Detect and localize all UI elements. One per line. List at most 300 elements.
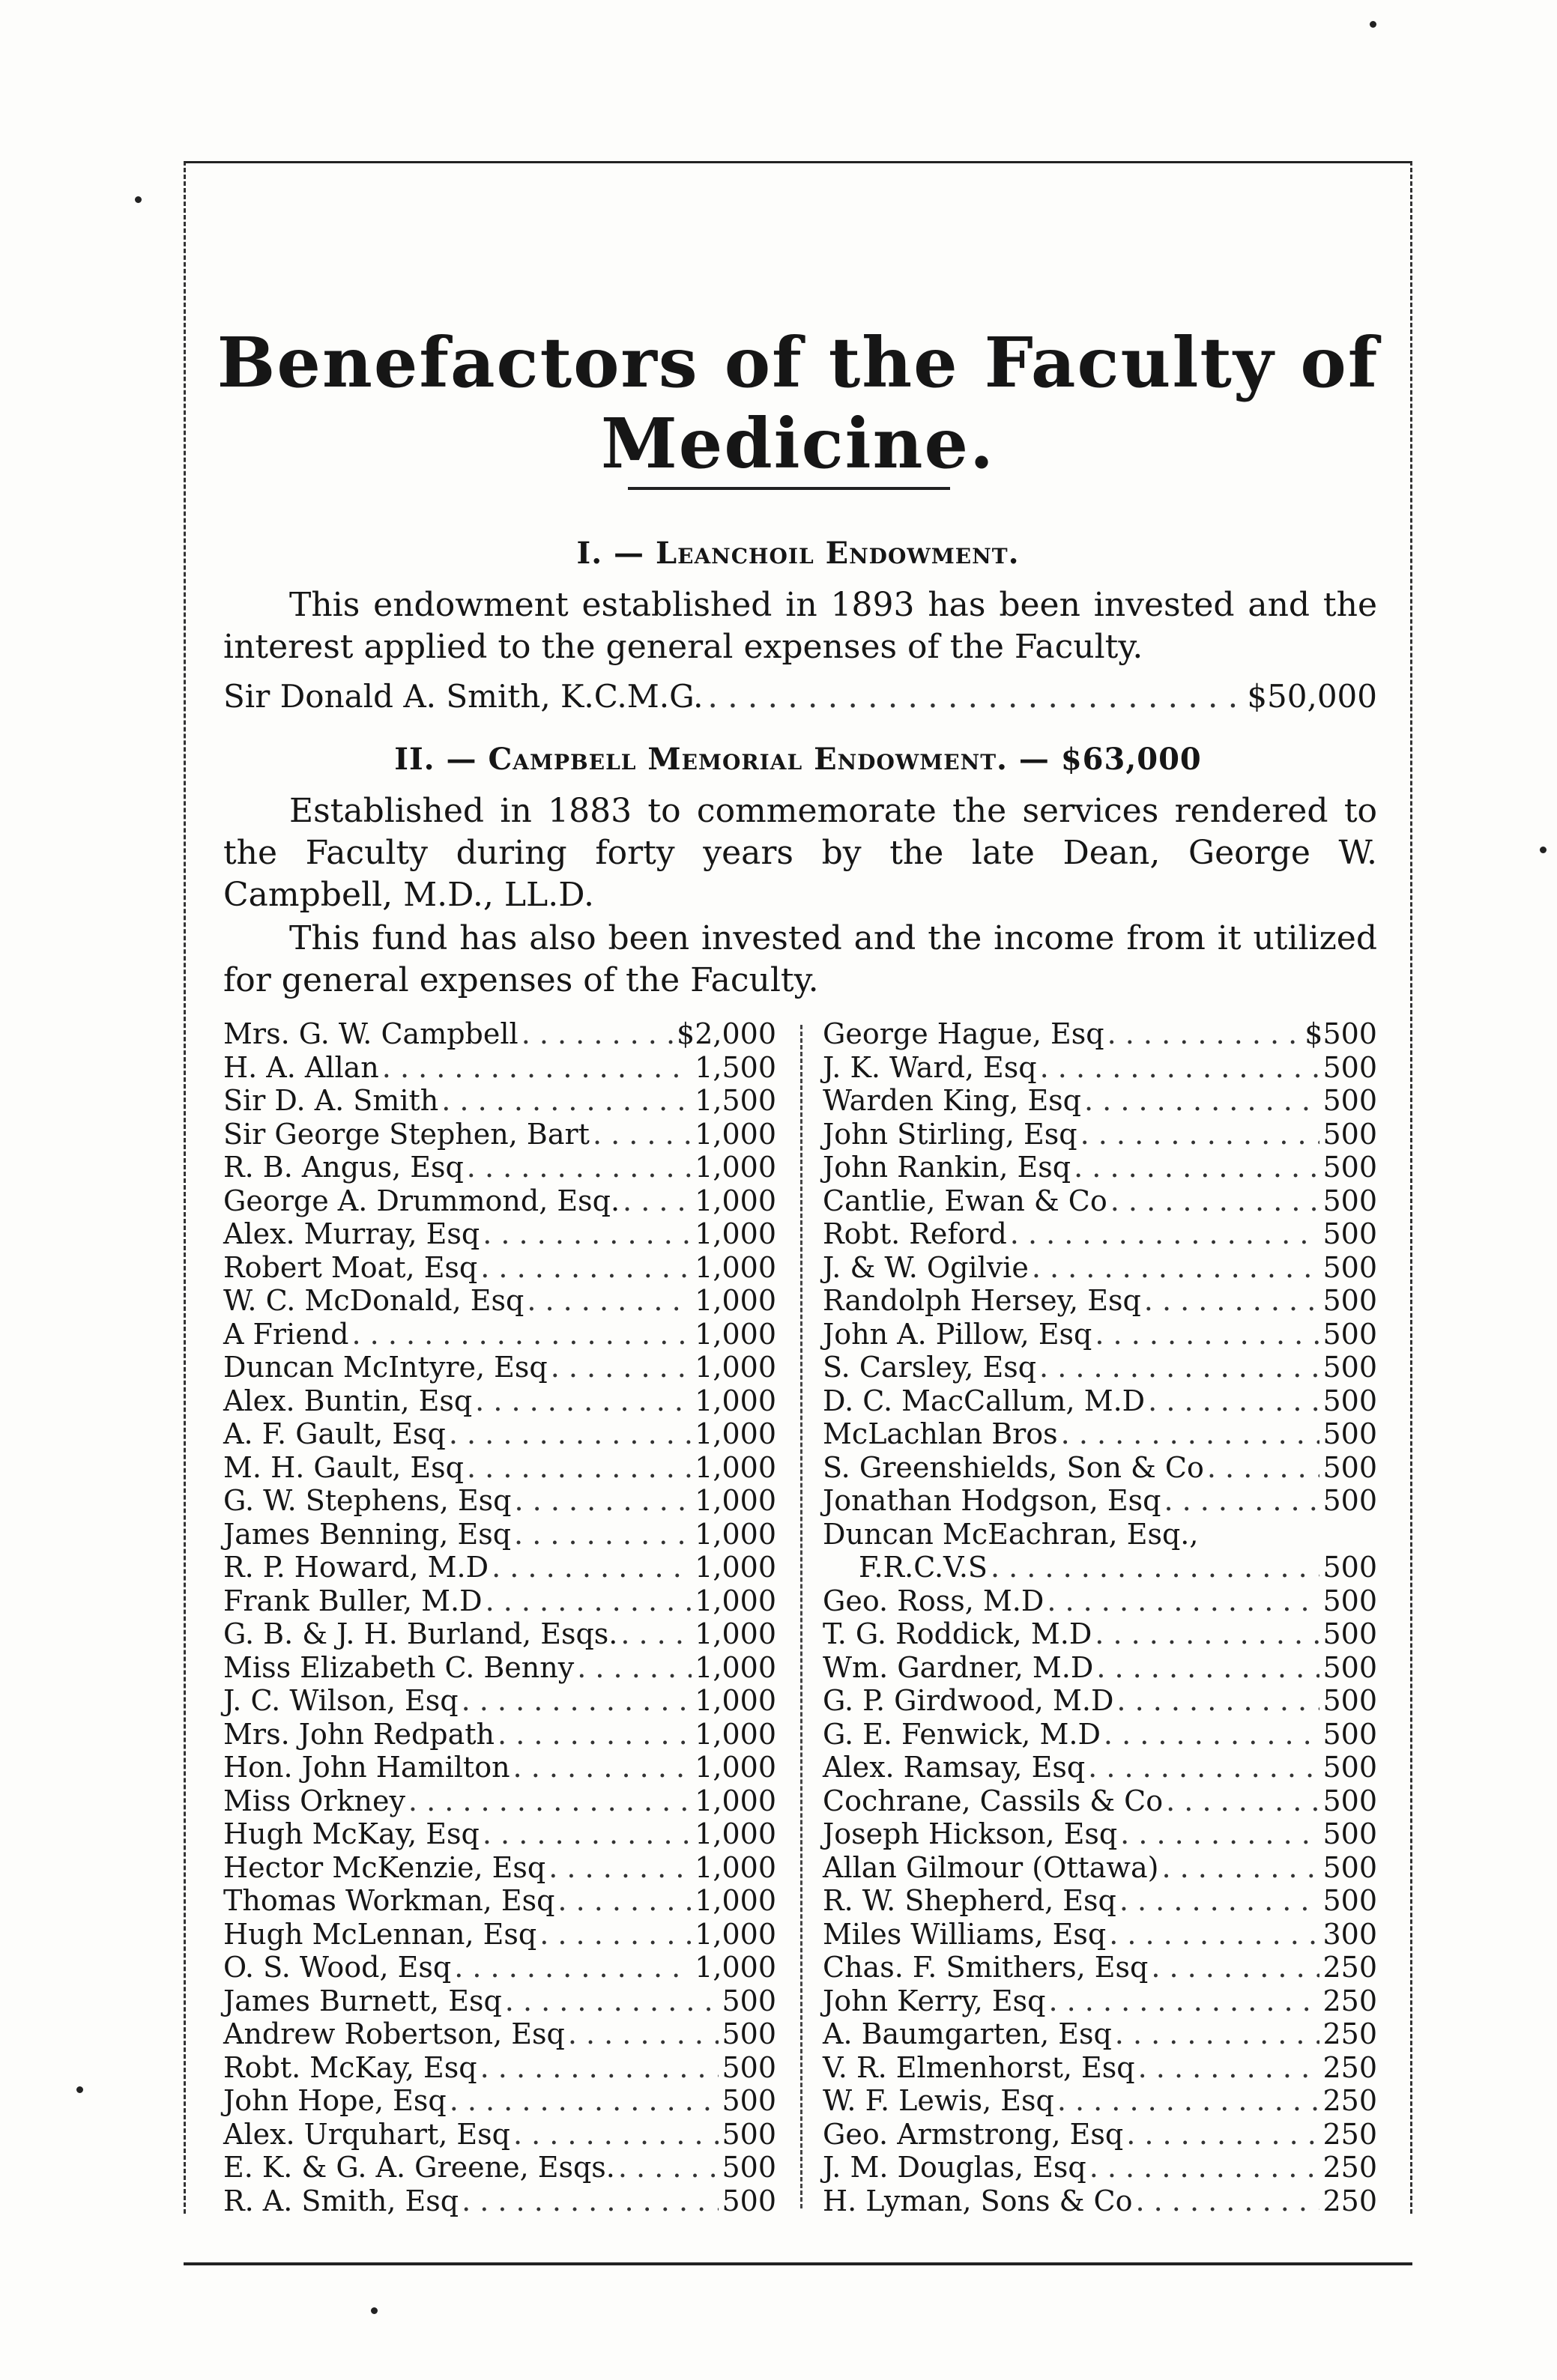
donor-row — [223, 1584, 776, 1618]
leader-dots — [521, 1017, 674, 1050]
leader-dots — [1061, 1417, 1320, 1450]
donor-row — [223, 1684, 776, 1718]
donor-amount: 250 — [1322, 1951, 1377, 1984]
leader-dots — [513, 2118, 719, 2151]
donor-name: Chas. F. Smithers, Esq — [823, 1951, 1149, 1984]
donor-amount: 500 — [1322, 1151, 1377, 1184]
donor-amount: 1,500 — [695, 1084, 776, 1117]
donor-name: Thomas Workman, Esq — [223, 1884, 555, 1917]
donor-name: Hector McKenzie, Esq — [223, 1850, 546, 1884]
leader-dots — [1126, 2118, 1319, 2151]
donor-name: Joseph Hickson, Esq — [823, 1817, 1118, 1850]
donor-row — [823, 1951, 1377, 1984]
print-speck — [135, 196, 142, 203]
leader-dots — [1088, 1751, 1319, 1784]
donor-row — [223, 1151, 776, 1184]
donor-row — [823, 1817, 1377, 1851]
donor-name: J. K. Ward, Esq — [823, 1050, 1037, 1084]
donor-row — [223, 2084, 776, 2118]
donor-amount: 500 — [1322, 1384, 1377, 1417]
donor-name: Allan Gilmour (Ottawa) — [823, 1850, 1159, 1884]
print-speck — [76, 2086, 83, 2093]
leader-dots — [1115, 2017, 1320, 2050]
donor-name: Randolph Hersey, Esq — [823, 1284, 1141, 1317]
donor-amount: 300 — [1322, 1917, 1377, 1951]
donor-row — [823, 1551, 1377, 1584]
donor-amount: 500 — [1322, 1417, 1377, 1450]
donor-amount: 1,000 — [695, 1250, 776, 1284]
donor-name: Cantlie, Ewan & Co — [823, 1184, 1107, 1217]
leader-dots — [620, 1617, 692, 1650]
leader-dots — [408, 1784, 692, 1817]
leader-dots — [1095, 1318, 1319, 1351]
donor-row — [823, 1184, 1377, 1218]
donor-row — [823, 1718, 1377, 1751]
donor-row — [823, 2118, 1377, 2152]
donor-row — [223, 1784, 776, 1818]
donor-row — [823, 1684, 1377, 1718]
donor-name: G. B. & J. H. Burland, Esqs. — [223, 1617, 618, 1650]
donor-amount: 500 — [1322, 1084, 1377, 1117]
donor-amount: 500 — [722, 2184, 776, 2217]
donor-name: S. Carsley, Esq — [823, 1351, 1037, 1384]
donor-amount: 1,000 — [695, 1684, 776, 1717]
donor-amount: 1,000 — [695, 1951, 776, 1984]
donor-row — [223, 1851, 776, 1885]
donor-amount: 1,000 — [695, 1617, 776, 1650]
leader-dots — [618, 2151, 719, 2184]
donor-name: R. B. Angus, Esq — [223, 1151, 464, 1184]
donor-name: Miss Elizabeth C. Benny — [223, 1650, 575, 1684]
leader-dots — [1144, 1284, 1320, 1317]
donor-name: James Burnett, Esq — [223, 1984, 502, 2017]
donor-name: R. W. Shepherd, Esq — [823, 1884, 1116, 1917]
donor-amount: 500 — [722, 1984, 776, 2017]
leader-dots — [483, 1817, 692, 1850]
donor-amount: 250 — [1322, 2117, 1377, 2151]
leader-dots — [548, 1851, 692, 1884]
leader-dots — [486, 1584, 692, 1617]
donor-amount: 250 — [1322, 2151, 1377, 2184]
leader-dots — [551, 1351, 692, 1384]
donor-amount: 1,000 — [695, 1917, 776, 1951]
leader-dots — [449, 1417, 692, 1450]
donor-amount: 1,000 — [695, 1650, 776, 1684]
donor-name: Geo. Armstrong, Esq — [823, 2117, 1124, 2151]
section-1-donor-amount: $50,000 — [1247, 678, 1377, 715]
donor-amount: 1,000 — [695, 1551, 776, 1584]
donor-amount: 1,000 — [695, 1151, 776, 1184]
donor-row — [823, 1484, 1377, 1518]
donor-amount: 500 — [1322, 1784, 1377, 1817]
donor-row — [823, 1284, 1377, 1318]
donor-amount: 500 — [1322, 1551, 1377, 1584]
donor-amount: 500 — [1322, 1284, 1377, 1317]
donor-amount: 1,000 — [695, 1450, 776, 1484]
leader-dots — [593, 1118, 692, 1151]
donor-row — [823, 1851, 1377, 1885]
leader-dots — [498, 1718, 692, 1751]
leader-dots — [1135, 2184, 1319, 2217]
leader-dots — [1164, 1484, 1319, 1517]
donor-row — [823, 1084, 1377, 1118]
donor-columns — [223, 1017, 1377, 2216]
donor-row — [823, 1118, 1377, 1151]
donor-row — [823, 1784, 1377, 1818]
title-divider — [628, 487, 950, 490]
donor-row — [223, 2051, 776, 2085]
donor-amount: 1,000 — [695, 1717, 776, 1751]
donor-name: V. R. Elmenhorst, Esq — [823, 2050, 1135, 2084]
donor-row — [823, 1984, 1377, 2018]
donor-row — [223, 2118, 776, 2152]
donor-row — [223, 2184, 776, 2218]
section-2-heading: II. — Campbell Memorial Endowment. — $63,000 — [394, 742, 1202, 777]
leader-dots — [454, 1951, 692, 1984]
donor-amount: 250 — [1322, 1984, 1377, 2017]
leader-dots — [480, 1251, 692, 1284]
donor-amount: 500 — [1322, 1484, 1377, 1517]
leader-dots — [1120, 1817, 1319, 1850]
leader-dots — [514, 1518, 692, 1551]
donor-row — [823, 1884, 1377, 1918]
donor-name: Jonathan Hodgson, Esq — [823, 1484, 1161, 1517]
donor-row — [223, 1884, 776, 1918]
donor-row — [823, 1051, 1377, 1085]
donor-name: G. W. Stephens, Esq — [223, 1484, 512, 1517]
leader-dots — [441, 1084, 692, 1117]
donor-amount: 1,000 — [695, 1417, 776, 1450]
section-2-paragraph-2: This fund has also been invested and the income from it utilized for general expenses of the Faculty. — [223, 919, 1377, 999]
donor-amount: 500 — [1322, 1884, 1377, 1917]
leader-dots — [1032, 1251, 1320, 1284]
donor-name: Hugh McKay, Esq — [223, 1817, 480, 1850]
donor-name: Frank Buller, M.D — [223, 1584, 483, 1617]
donor-amount: $2,000 — [677, 1017, 776, 1050]
donor-row — [823, 1151, 1377, 1184]
donor-name: George Hague, Esq — [823, 1017, 1104, 1050]
leader-dots — [1119, 1884, 1320, 1917]
donor-amount: 500 — [1322, 1751, 1377, 1784]
donor-name: Robert Moat, Esq — [223, 1250, 478, 1284]
donor-row — [223, 2017, 776, 2051]
donor-row — [823, 2151, 1377, 2184]
donor-row — [223, 1651, 776, 1685]
donor-name: Hon. John Hamilton — [223, 1751, 510, 1784]
donor-row — [823, 1251, 1377, 1285]
leader-dots — [1161, 1851, 1319, 1884]
donor-name: John Hope, Esq — [223, 2084, 447, 2117]
donor-amount: 500 — [1322, 1717, 1377, 1751]
donor-name: Sir George Stephen, Bart — [223, 1117, 590, 1151]
leader-dots — [1104, 1718, 1320, 1751]
donor-amount: 250 — [1322, 2050, 1377, 2084]
donor-name: R. A. Smith, Esq — [223, 2184, 459, 2217]
donor-row — [823, 1417, 1377, 1451]
donor-name: A. Baumgarten, Esq — [823, 2017, 1112, 2050]
donor-row — [823, 1751, 1377, 1784]
donor-name: John A. Pillow, Esq — [823, 1317, 1092, 1351]
donor-amount: 500 — [1322, 1684, 1377, 1717]
donor-row — [823, 1017, 1377, 1051]
donor-name: S. Greenshields, Son & Co — [823, 1450, 1204, 1484]
donor-amount: 1,000 — [695, 1317, 776, 1351]
print-speck — [371, 2307, 378, 2314]
leader-dots — [1080, 1118, 1320, 1151]
section-1-donor-row — [223, 678, 1377, 715]
leader-dots — [1010, 1217, 1320, 1250]
donor-row — [223, 1551, 776, 1584]
donor-row — [223, 1251, 776, 1285]
donor-row — [223, 1184, 776, 1218]
donor-row — [823, 1451, 1377, 1485]
leader-dots — [1107, 1017, 1302, 1050]
donor-row — [223, 1384, 776, 1418]
leader-dots — [708, 678, 1243, 715]
donor-row — [223, 1751, 776, 1784]
donor-row — [223, 1417, 776, 1451]
donor-amount: 500 — [1322, 1850, 1377, 1884]
leader-dots — [527, 1284, 692, 1317]
donor-name: Alex. Urquhart, Esq — [223, 2117, 510, 2151]
donor-amount: 1,000 — [695, 1484, 776, 1517]
leader-dots — [577, 1651, 692, 1684]
donor-amount: 1,000 — [695, 1184, 776, 1217]
donor-name: O. S. Wood, Esq — [223, 1951, 452, 1984]
donor-name: Warden King, Esq — [823, 1084, 1082, 1117]
donor-amount: 500 — [1322, 1351, 1377, 1384]
leader-dots — [1096, 1651, 1319, 1684]
leader-dots — [382, 1051, 692, 1084]
donor-name: A. F. Gault, Esq — [223, 1417, 446, 1450]
leader-dots — [1040, 1051, 1320, 1084]
donor-name: J. C. Wilson, Esq — [223, 1684, 459, 1717]
donor-name: J. M. Douglas, Esq — [823, 2151, 1086, 2184]
leader-dots — [1074, 1151, 1319, 1184]
leader-dots — [1116, 1684, 1319, 1717]
donor-row — [223, 1051, 776, 1085]
donor-name: Andrew Robertson, Esq — [223, 2017, 565, 2050]
donor-name: John Rankin, Esq — [823, 1151, 1071, 1184]
donor-amount: 500 — [722, 2151, 776, 2184]
leader-dots — [462, 2184, 719, 2217]
donor-amount: 500 — [1322, 1250, 1377, 1284]
leader-dots — [557, 1884, 692, 1917]
donor-name: G. E. Fenwick, M.D — [823, 1717, 1101, 1751]
donor-row — [223, 2151, 776, 2184]
section-1-paragraph: This endowment established in 1893 has been invested and the interest applied to the general expenses of the Faculty. — [223, 586, 1377, 666]
donor-name: F.R.C.V.S — [859, 1551, 988, 1584]
donor-name: George A. Drummond, Esq. — [223, 1184, 620, 1217]
leader-dots — [462, 1684, 692, 1717]
donor-row — [823, 1651, 1377, 1685]
donor-amount: 1,000 — [695, 1284, 776, 1317]
donor-amount: 500 — [1322, 1184, 1377, 1217]
donor-amount: 1,000 — [695, 1584, 776, 1617]
donor-row — [223, 1951, 776, 1984]
donor-amount: 1,000 — [695, 1884, 776, 1917]
donor-name: J. & W. Ogilvie — [823, 1250, 1029, 1284]
donor-name: James Benning, Esq — [223, 1517, 512, 1551]
donor-amount: 250 — [1322, 2184, 1377, 2217]
donor-amount: 1,000 — [695, 1751, 776, 1784]
donor-row — [823, 1351, 1377, 1384]
donor-row — [223, 1518, 776, 1551]
donor-amount: 250 — [1322, 2017, 1377, 2050]
donor-name: Sir D. A. Smith — [223, 1084, 439, 1117]
donor-amount: 1,000 — [695, 1351, 776, 1384]
donor-row — [823, 2051, 1377, 2085]
leader-dots — [505, 1984, 719, 2017]
donor-name: Geo. Ross, M.D — [823, 1584, 1044, 1617]
donor-name: Wm. Gardner, M.D — [823, 1650, 1094, 1684]
donor-row — [223, 1217, 776, 1251]
donor-amount: 500 — [1322, 1217, 1377, 1250]
donor-row — [223, 1318, 776, 1351]
donor-row — [223, 1984, 776, 2018]
donor-amount: 500 — [1322, 1117, 1377, 1151]
donor-name: G. P. Girdwood, M.D — [823, 1684, 1114, 1717]
donor-row — [823, 2184, 1377, 2218]
section-1-donor-name: Sir Donald A. Smith, K.C.M.G. — [223, 678, 704, 715]
donor-name: D. C. MacCallum, M.D — [823, 1384, 1146, 1417]
leader-dots — [467, 1151, 692, 1184]
donor-row — [223, 1451, 776, 1485]
donor-name: E. K. & G. A. Greene, Esqs. — [223, 2151, 615, 2184]
leader-dots — [1039, 1351, 1319, 1384]
leader-dots — [1138, 2051, 1320, 2084]
leader-dots — [1110, 1184, 1320, 1217]
donor-amount: 1,000 — [695, 1784, 776, 1817]
leader-dots — [1151, 1951, 1319, 1984]
donor-amount: 500 — [1322, 1450, 1377, 1484]
donor-name: Cochrane, Cassils & Co — [823, 1784, 1164, 1817]
donor-amount: 500 — [1322, 1617, 1377, 1650]
donor-row — [823, 1617, 1377, 1651]
leader-dots — [991, 1551, 1320, 1584]
leader-dots — [1048, 1984, 1319, 2017]
leader-dots — [475, 1384, 692, 1417]
donor-amount: 500 — [722, 2050, 776, 2084]
donor-name: T. G. Roddick, M.D — [823, 1617, 1092, 1650]
donor-name: Alex. Ramsay, Esq — [823, 1751, 1086, 1784]
donor-row — [823, 1318, 1377, 1351]
print-speck — [1370, 21, 1376, 28]
donor-name: R. P. Howard, M.D — [223, 1551, 489, 1584]
donor-name: H. A. Allan — [223, 1050, 379, 1084]
bottom-divider — [184, 2262, 1412, 2265]
donor-amount: 500 — [722, 2017, 776, 2050]
donor-amount: 500 — [1322, 1817, 1377, 1850]
print-speck — [1540, 847, 1547, 853]
leader-dots — [483, 1217, 692, 1250]
donor-row — [223, 1351, 776, 1384]
donor-name: Miss Orkney — [223, 1784, 405, 1817]
leader-dots — [450, 2084, 719, 2117]
page-title: Benefactors of the Faculty of Medicine. — [217, 322, 1379, 484]
donor-name: Alex. Buntin, Esq — [223, 1384, 473, 1417]
donor-row — [823, 1518, 1377, 1551]
donor-amount: 1,000 — [695, 1384, 776, 1417]
leader-dots — [513, 1751, 692, 1784]
leader-dots — [467, 1451, 692, 1484]
donor-row — [223, 1617, 776, 1651]
donor-name: W. F. Lewis, Esq — [823, 2084, 1054, 2117]
donor-row — [223, 1084, 776, 1118]
donor-name: Mrs. John Redpath — [223, 1717, 495, 1751]
donor-name: John Kerry, Esq — [823, 1984, 1046, 2017]
donor-amount: $500 — [1304, 1017, 1377, 1050]
donor-row — [823, 1384, 1377, 1418]
donor-list-right — [823, 1017, 1377, 2217]
leader-dots — [1148, 1384, 1319, 1417]
donor-name: M. H. Gault, Esq — [223, 1450, 464, 1484]
donor-amount: 1,000 — [695, 1117, 776, 1151]
section-1-heading: I. — Leanchoil Endowment. — [576, 536, 1020, 571]
donor-name: Alex. Murray, Esq — [223, 1217, 480, 1250]
donor-name: W. C. McDonald, Esq — [223, 1284, 524, 1317]
leader-dots — [1166, 1784, 1319, 1817]
donor-row — [223, 1484, 776, 1518]
donor-name: Duncan McIntyre, Esq — [223, 1351, 548, 1384]
section-2-paragraph-1: Established in 1883 to commemorate the services rendered to the Faculty during forty years by the late Dean, George W. Campbell, M.D., LL.D. — [223, 792, 1377, 914]
leader-dots — [1207, 1451, 1320, 1484]
donor-amount: 1,500 — [695, 1050, 776, 1084]
donor-row — [823, 2084, 1377, 2118]
donor-row — [223, 1718, 776, 1751]
donor-amount: 1,000 — [695, 1850, 776, 1884]
donor-amount: 500 — [1322, 1050, 1377, 1084]
leader-dots — [1047, 1584, 1319, 1617]
column-divider — [800, 1025, 802, 2208]
donor-amount: 500 — [722, 2117, 776, 2151]
donor-amount: 500 — [1322, 1317, 1377, 1351]
donor-row — [223, 1817, 776, 1851]
donor-row — [823, 2017, 1377, 2051]
leader-dots — [492, 1551, 692, 1584]
donor-amount: 1,000 — [695, 1217, 776, 1250]
donor-name: A Friend — [223, 1317, 349, 1351]
donor-row — [823, 1584, 1377, 1618]
leader-dots — [568, 2017, 719, 2050]
donor-row — [223, 1118, 776, 1151]
donor-amount: 1,000 — [695, 1517, 776, 1551]
donor-row — [223, 1284, 776, 1318]
donor-row — [823, 1217, 1377, 1251]
leader-dots — [515, 1484, 692, 1517]
leader-dots — [1089, 2151, 1320, 2184]
donor-row — [223, 1918, 776, 1951]
donor-row — [823, 1918, 1377, 1951]
leader-dots — [539, 1918, 692, 1951]
donor-name: Robt. McKay, Esq — [223, 2050, 477, 2084]
donor-name: Robt. Reford — [823, 1217, 1007, 1250]
donor-amount: 250 — [1322, 2084, 1377, 2117]
leader-dots — [1084, 1084, 1319, 1117]
donor-amount: 1,000 — [695, 1817, 776, 1850]
donor-row — [223, 1017, 776, 1051]
donor-name: H. Lyman, Sons & Co — [823, 2184, 1133, 2217]
leader-dots — [623, 1184, 692, 1217]
leader-dots — [1109, 1918, 1319, 1951]
leader-dots — [1057, 2084, 1320, 2117]
donor-name: Miles Williams, Esq — [823, 1917, 1107, 1951]
donor-name: Duncan McEachran, Esq., — [823, 1517, 1199, 1551]
donor-name: McLachlan Bros — [823, 1417, 1058, 1450]
donor-list-left — [223, 1017, 776, 2217]
donor-name: John Stirling, Esq — [823, 1117, 1077, 1151]
leader-dots — [480, 2051, 719, 2084]
